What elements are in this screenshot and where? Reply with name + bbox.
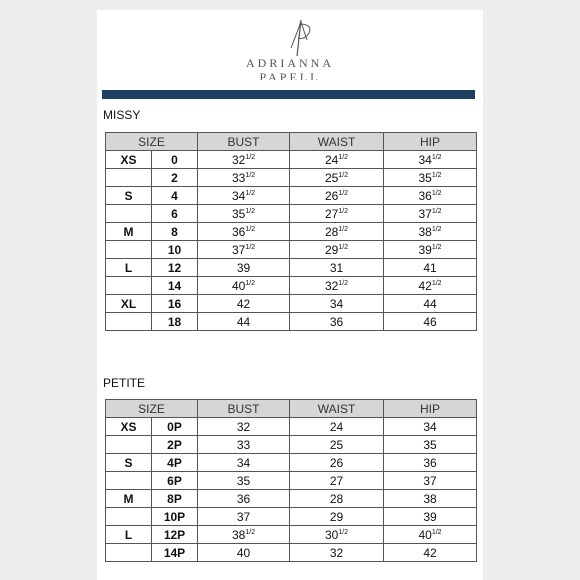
table-row xyxy=(106,295,477,313)
waist-cell-value: 30 xyxy=(324,527,339,542)
size-number-cell xyxy=(152,277,198,295)
waist-cell-fraction: 1/2 xyxy=(338,243,349,251)
bust-cell-value: 39 xyxy=(236,260,251,275)
bust-cell xyxy=(198,490,290,508)
hip-cell-value: 37 xyxy=(418,206,432,221)
table-row xyxy=(106,223,477,241)
size-number-cell-value: 6 xyxy=(171,206,178,221)
waist-cell-value: 27 xyxy=(329,473,344,488)
waist-cell xyxy=(290,241,384,259)
hip-cell-value: 36 xyxy=(423,455,437,470)
bust-cell xyxy=(198,472,290,490)
size-number-cell xyxy=(152,418,198,436)
waist-cell xyxy=(290,490,384,508)
hip-cell-value: 36 xyxy=(418,188,432,203)
hip-cell xyxy=(384,454,477,472)
waist-cell-value: 29 xyxy=(324,242,339,257)
bust-cell xyxy=(198,544,290,562)
table-row xyxy=(106,526,477,544)
size-number-cell-value: 14 xyxy=(167,278,182,293)
waist-cell-value: 25 xyxy=(329,437,344,452)
hip-cell-value: 42 xyxy=(418,278,432,293)
hip-cell-fraction: 1/2 xyxy=(431,189,442,197)
size-number-cell xyxy=(152,187,198,205)
size-letter-cell xyxy=(106,223,152,241)
size-letter-cell xyxy=(106,169,152,187)
size-number-cell-value: 18 xyxy=(167,314,182,329)
bust-cell xyxy=(198,508,290,526)
size-number-cell-value: 0 xyxy=(171,152,178,167)
petite-section-title: PETITE xyxy=(103,376,146,390)
waist-cell-value: 25 xyxy=(324,170,339,185)
hip-cell xyxy=(384,490,477,508)
bust-cell-value: 44 xyxy=(236,314,251,329)
waist-cell-fraction: 1/2 xyxy=(338,207,349,215)
bust-cell xyxy=(198,277,290,295)
hip-cell xyxy=(384,313,477,331)
bust-cell-fraction: 1/2 xyxy=(245,279,256,287)
bust-cell-value: 35 xyxy=(231,206,246,221)
size-chart-page xyxy=(97,10,483,580)
hip-cell-fraction: 1/2 xyxy=(431,243,442,251)
waist-cell-fraction: 1/2 xyxy=(338,153,349,161)
hip-cell-fraction: 1/2 xyxy=(431,207,442,215)
size-letter-cell xyxy=(106,151,152,169)
table-row xyxy=(106,454,477,472)
hip-cell-value: 34 xyxy=(423,419,437,434)
hip-cell-value: 46 xyxy=(423,314,437,329)
hip-cell-value: 39 xyxy=(423,509,437,524)
waist-cell xyxy=(290,313,384,331)
size-letter-cell xyxy=(106,295,152,313)
size-number-cell xyxy=(152,205,198,223)
bust-cell-value: 32 xyxy=(231,152,246,167)
hip-cell xyxy=(384,526,477,544)
waist-cell xyxy=(290,544,384,562)
hip-cell-value: 38 xyxy=(418,224,432,239)
hip-cell xyxy=(384,295,477,313)
hip-cell xyxy=(384,169,477,187)
table-row xyxy=(106,490,477,508)
size-letter-cell-value: XS xyxy=(120,419,137,434)
bust-header: BUST xyxy=(198,133,290,151)
size-number-cell-value: 0P xyxy=(167,419,182,434)
hip-cell xyxy=(384,544,477,562)
size-number-cell-value: 10P xyxy=(163,509,186,524)
waist-cell xyxy=(290,295,384,313)
size-letter-cell xyxy=(106,187,152,205)
size-number-cell-value: 12P xyxy=(163,527,186,542)
hip-cell-value: 39 xyxy=(418,242,432,257)
size-number-cell-value: 16 xyxy=(167,296,182,311)
hip-cell xyxy=(384,151,477,169)
waist-cell-value: 24 xyxy=(324,152,339,167)
waist-cell-fraction: 1/2 xyxy=(338,528,349,536)
hip-cell xyxy=(384,223,477,241)
table-row xyxy=(106,508,477,526)
missy-size-table xyxy=(105,132,477,331)
waist-cell-value: 34 xyxy=(329,296,344,311)
table-row xyxy=(106,277,477,295)
size-letter-cell xyxy=(106,544,152,562)
size-number-cell xyxy=(152,472,198,490)
size-letter-cell xyxy=(106,313,152,331)
bust-cell-fraction: 1/2 xyxy=(245,243,256,251)
waist-cell-value: 26 xyxy=(329,455,344,470)
size-number-cell xyxy=(152,259,198,277)
bust-cell xyxy=(198,436,290,454)
hip-cell xyxy=(384,472,477,490)
waist-cell-value: 29 xyxy=(329,509,344,524)
size-number-cell-value: 2P xyxy=(167,437,182,452)
waist-cell-fraction: 1/2 xyxy=(338,279,349,287)
hip-cell-value: 34 xyxy=(418,152,432,167)
table-header-row xyxy=(106,400,477,418)
size-number-cell-value: 2 xyxy=(171,170,178,185)
size-letter-cell-value: S xyxy=(124,188,133,203)
table-row xyxy=(106,313,477,331)
size-letter-cell xyxy=(106,490,152,508)
size-letter-cell-value: M xyxy=(123,224,134,239)
size-header: SIZE xyxy=(106,400,198,418)
bust-cell-value: 37 xyxy=(231,242,246,257)
table-row xyxy=(106,436,477,454)
waist-cell xyxy=(290,277,384,295)
bust-cell xyxy=(198,187,290,205)
hip-cell xyxy=(384,277,477,295)
waist-cell-value: 31 xyxy=(329,260,344,275)
bust-cell-value: 32 xyxy=(236,419,251,434)
table-row xyxy=(106,472,477,490)
size-number-cell xyxy=(152,526,198,544)
header-divider-bar xyxy=(102,90,475,99)
waist-header: WAIST xyxy=(290,133,384,151)
waist-cell-fraction: 1/2 xyxy=(338,225,349,233)
size-letter-cell-value: XS xyxy=(120,152,137,167)
bust-cell xyxy=(198,241,290,259)
bust-cell-fraction: 1/2 xyxy=(245,225,256,233)
hip-cell xyxy=(384,205,477,223)
waist-cell xyxy=(290,259,384,277)
bust-cell xyxy=(198,169,290,187)
table-row xyxy=(106,169,477,187)
size-letter-cell xyxy=(106,277,152,295)
waist-cell xyxy=(290,454,384,472)
size-header: SIZE xyxy=(106,133,198,151)
bust-cell-fraction: 1/2 xyxy=(245,153,256,161)
bust-cell xyxy=(198,313,290,331)
size-number-cell-value: 4 xyxy=(171,188,178,203)
waist-cell xyxy=(290,151,384,169)
hip-cell-fraction: 1/2 xyxy=(431,153,442,161)
hip-cell-value: 41 xyxy=(423,260,437,275)
hip-cell-fraction: 1/2 xyxy=(431,279,442,287)
waist-cell xyxy=(290,472,384,490)
bust-cell xyxy=(198,454,290,472)
table-row xyxy=(106,151,477,169)
waist-cell-value: 32 xyxy=(324,278,339,293)
waist-cell xyxy=(290,418,384,436)
table-row xyxy=(106,418,477,436)
waist-cell-value: 28 xyxy=(324,224,339,239)
size-number-cell xyxy=(152,295,198,313)
size-number-cell-value: 6P xyxy=(167,473,182,488)
bust-cell-fraction: 1/2 xyxy=(245,207,256,215)
hip-cell-fraction: 1/2 xyxy=(431,171,442,179)
waist-cell-value: 36 xyxy=(329,314,344,329)
hip-cell-fraction: 1/2 xyxy=(431,225,442,233)
size-number-cell xyxy=(152,313,198,331)
size-number-cell xyxy=(152,241,198,259)
bust-cell-value: 36 xyxy=(236,491,251,506)
hip-cell-value: 35 xyxy=(418,170,432,185)
waist-cell-value: 24 xyxy=(329,419,344,434)
waist-cell xyxy=(290,169,384,187)
size-letter-cell xyxy=(106,205,152,223)
size-letter-cell xyxy=(106,259,152,277)
brand-name-line2: PAPELL xyxy=(259,70,321,80)
bust-cell xyxy=(198,151,290,169)
waist-cell-fraction: 1/2 xyxy=(338,171,349,179)
hip-cell-value: 42 xyxy=(423,545,437,560)
size-number-cell xyxy=(152,151,198,169)
bust-cell-value: 34 xyxy=(236,455,251,470)
brand-name-line1: ADRIANNA xyxy=(246,56,334,70)
bust-cell-value: 33 xyxy=(231,170,246,185)
table-row xyxy=(106,241,477,259)
size-number-cell-value: 12 xyxy=(167,260,182,275)
bust-cell xyxy=(198,259,290,277)
bust-cell-fraction: 1/2 xyxy=(245,189,256,197)
bust-cell-value: 35 xyxy=(236,473,251,488)
size-letter-cell xyxy=(106,436,152,454)
waist-cell-value: 28 xyxy=(329,491,344,506)
size-number-cell xyxy=(152,169,198,187)
table-row xyxy=(106,187,477,205)
hip-cell-value: 35 xyxy=(423,437,437,452)
bust-cell-fraction: 1/2 xyxy=(245,528,256,536)
hip-header: HIP xyxy=(384,400,477,418)
bust-cell-value: 42 xyxy=(236,296,251,311)
table-header-row xyxy=(106,133,477,151)
bust-cell xyxy=(198,526,290,544)
size-letter-cell-value: L xyxy=(124,527,133,542)
waist-cell-fraction: 1/2 xyxy=(338,189,349,197)
size-letter-cell xyxy=(106,241,152,259)
bust-cell-value: 40 xyxy=(236,545,251,560)
size-number-cell xyxy=(152,490,198,508)
hip-cell xyxy=(384,436,477,454)
waist-cell xyxy=(290,187,384,205)
table-row xyxy=(106,544,477,562)
table-row xyxy=(106,205,477,223)
hip-cell-value: 37 xyxy=(423,473,437,488)
bust-cell-value: 40 xyxy=(231,278,246,293)
hip-cell xyxy=(384,259,477,277)
size-letter-cell-value: S xyxy=(124,455,133,470)
bust-cell-fraction: 1/2 xyxy=(245,171,256,179)
size-letter-cell-value: M xyxy=(123,491,134,506)
hip-cell xyxy=(384,187,477,205)
petite-size-table xyxy=(105,399,477,562)
waist-cell xyxy=(290,205,384,223)
size-letter-cell xyxy=(106,508,152,526)
waist-cell xyxy=(290,508,384,526)
waist-cell xyxy=(290,223,384,241)
bust-cell xyxy=(198,418,290,436)
hip-cell-value: 38 xyxy=(423,491,437,506)
waist-cell-value: 32 xyxy=(329,545,344,560)
size-number-cell xyxy=(152,223,198,241)
hip-cell-value: 44 xyxy=(423,296,437,311)
waist-cell-value: 26 xyxy=(324,188,339,203)
size-number-cell xyxy=(152,454,198,472)
bust-cell-value: 33 xyxy=(236,437,251,452)
bust-cell-value: 38 xyxy=(231,527,246,542)
bust-cell-value: 36 xyxy=(231,224,246,239)
hip-cell xyxy=(384,241,477,259)
size-number-cell-value: 10 xyxy=(167,242,182,257)
bust-cell xyxy=(198,223,290,241)
waist-cell xyxy=(290,436,384,454)
hip-cell-value: 40 xyxy=(418,527,432,542)
size-number-cell-value: 8 xyxy=(171,224,178,239)
missy-section-title: MISSY xyxy=(103,108,141,122)
waist-header: WAIST xyxy=(290,400,384,418)
hip-header: HIP xyxy=(384,133,477,151)
size-letter-cell xyxy=(106,418,152,436)
hip-cell xyxy=(384,418,477,436)
table-row xyxy=(106,259,477,277)
size-number-cell-value: 4P xyxy=(167,455,182,470)
bust-cell-value: 37 xyxy=(236,509,251,524)
size-letter-cell xyxy=(106,526,152,544)
waist-cell xyxy=(290,526,384,544)
bust-cell xyxy=(198,295,290,313)
size-number-cell xyxy=(152,508,198,526)
size-number-cell-value: 8P xyxy=(167,491,182,506)
bust-cell-value: 34 xyxy=(231,188,246,203)
ap-monogram-icon xyxy=(285,18,315,58)
size-number-cell xyxy=(152,544,198,562)
bust-header: BUST xyxy=(198,400,290,418)
hip-cell-fraction: 1/2 xyxy=(431,528,442,536)
hip-cell xyxy=(384,508,477,526)
size-letter-cell xyxy=(106,472,152,490)
size-number-cell-value: 14P xyxy=(163,545,186,560)
size-letter-cell-value: L xyxy=(124,260,133,275)
bust-cell xyxy=(198,205,290,223)
size-letter-cell-value: XL xyxy=(120,296,137,311)
size-number-cell xyxy=(152,436,198,454)
waist-cell-value: 27 xyxy=(324,206,339,221)
size-letter-cell xyxy=(106,454,152,472)
